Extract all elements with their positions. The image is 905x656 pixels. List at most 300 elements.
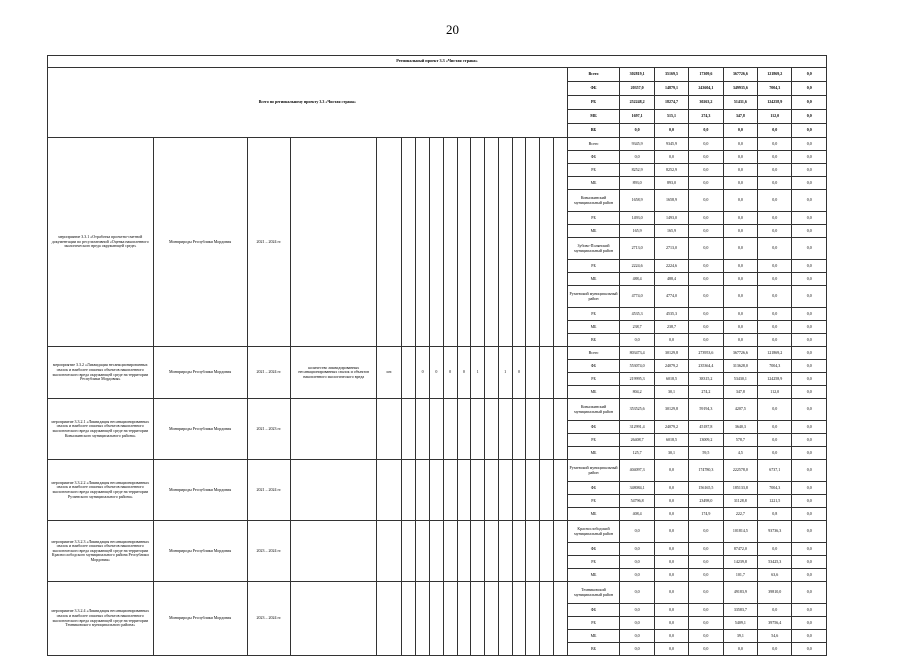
period: 2021 – 2024 гг. xyxy=(247,460,291,521)
amount-cell: 0,0 xyxy=(792,399,827,421)
funding-source: ФБ xyxy=(567,543,620,556)
funding-source: МБ xyxy=(567,273,620,286)
amount-cell: 0,0 xyxy=(792,569,827,582)
amount-cell: 0,0 xyxy=(792,238,827,260)
amount-cell: 54796,8 xyxy=(620,495,654,508)
amount-cell: 252248,2 xyxy=(620,96,654,110)
indicator xyxy=(291,138,377,347)
indicator-value: 0 xyxy=(512,347,526,399)
unit xyxy=(377,582,402,656)
amount-cell: 273953,6 xyxy=(689,347,723,360)
amount-cell: 0,0 xyxy=(689,260,723,273)
amount-cell: 804,2 xyxy=(620,386,654,399)
amount-cell: 0,0 xyxy=(689,630,723,643)
amount-cell: 0,0 xyxy=(792,190,827,212)
amount-cell: 0,0 xyxy=(792,68,827,82)
funding-source: ФБ xyxy=(567,604,620,617)
amount-cell: 93736,3 xyxy=(758,521,792,543)
amount-cell: 0,0 xyxy=(654,556,688,569)
amount-cell: 0,0 xyxy=(758,334,792,347)
amount-cell: 0,0 xyxy=(654,582,688,604)
indicator-value xyxy=(498,399,512,460)
funding-source: Ковылкинский муниципальный район xyxy=(567,190,620,212)
measure-name: мероприятие 3.3.2 «Ликвидация несанкционированных свалок и наиболее опасных объектов накопленного экологического вреда окружающей среде на территории Республики Мордовия» xyxy=(48,347,154,399)
amount-cell: 0,0 xyxy=(792,82,827,96)
amount-cell: 0,0 xyxy=(689,617,723,630)
indicator-value xyxy=(526,399,540,460)
indicator-base xyxy=(402,347,416,399)
indicator-value: 0 xyxy=(416,347,430,399)
indicator-value xyxy=(485,138,499,347)
amount-cell: 0,0 xyxy=(792,556,827,569)
funding-source: РБ xyxy=(567,617,620,630)
amount-cell: 0,0 xyxy=(792,582,827,604)
amount-cell: 0,0 xyxy=(758,151,792,164)
amount-cell: 0,0 xyxy=(689,308,723,321)
amount-cell: 0,0 xyxy=(620,151,654,164)
amount-cell: 0,0 xyxy=(792,460,827,482)
amount-cell: 4,5 xyxy=(723,447,757,460)
indicator-value xyxy=(498,582,512,656)
amount-cell: 31128,8 xyxy=(723,495,757,508)
amount-cell: 124258,9 xyxy=(758,96,792,110)
amount-cell: 0,0 xyxy=(792,421,827,434)
funding-source: МБ xyxy=(567,447,620,460)
measure-name: мероприятие 3.3.2.4 «Ликвидация несанкционированных свалок и наиболее опасных объектов накопленного экологического вреда окружающей среде на территории Темниковского муниципального района» xyxy=(48,582,154,656)
amount-cell: 0,0 xyxy=(792,286,827,308)
amount-cell: 347,8 xyxy=(723,386,757,399)
indicator-value xyxy=(498,460,512,521)
amount-cell: 121869,2 xyxy=(758,68,792,82)
funding-source: ВБ xyxy=(567,124,620,138)
amount-cell: 0,0 xyxy=(758,177,792,190)
amount-cell: 87472,0 xyxy=(723,543,757,556)
indicator-value xyxy=(512,460,526,521)
amount-cell: 0,0 xyxy=(792,543,827,556)
indicator-value xyxy=(429,460,443,521)
indicator-value xyxy=(485,582,499,656)
amount-cell: 53430,1 xyxy=(723,373,757,386)
amount-cell: 313628,0 xyxy=(723,360,757,373)
amount-cell: 238,7 xyxy=(654,321,688,334)
amount-cell: 0,0 xyxy=(689,334,723,347)
funding-source: ФБ xyxy=(567,151,620,164)
amount-cell: 0,0 xyxy=(620,582,654,604)
table-row xyxy=(48,399,827,421)
amount-cell: 6018,5 xyxy=(654,434,688,447)
funding-source: ФБ xyxy=(567,360,620,373)
amount-cell: 124258,9 xyxy=(758,373,792,386)
funding-source: ФБ xyxy=(567,82,620,96)
amount-cell: 0,0 xyxy=(792,151,827,164)
funding-source: РБ xyxy=(567,260,620,273)
amount-cell: 488,4 xyxy=(620,273,654,286)
indicator-value xyxy=(416,138,430,347)
indicator-value xyxy=(512,138,526,347)
amount-cell: 0,0 xyxy=(758,164,792,177)
amount-cell: 0,0 xyxy=(758,399,792,421)
amount-cell: 7004,3 xyxy=(758,360,792,373)
indicator-value xyxy=(429,399,443,460)
indicator-value: 0 xyxy=(443,347,457,399)
amount-cell: 0,0 xyxy=(654,495,688,508)
amount-cell: 0,0 xyxy=(723,321,757,334)
funding-source: Всего xyxy=(567,138,620,151)
amount-cell: 0,0 xyxy=(723,286,757,308)
funding-source: Краснослободский муниципальный район xyxy=(567,521,620,543)
funding-source: МБ xyxy=(567,630,620,643)
amount-cell: 125,7 xyxy=(620,447,654,460)
indicator-value xyxy=(429,521,443,582)
indicator-value xyxy=(416,582,430,656)
amount-cell: 0,0 xyxy=(758,434,792,447)
funding-source: ФБ xyxy=(567,421,620,434)
amount-cell: 38315,2 xyxy=(689,373,723,386)
indicator-value: 0 xyxy=(457,347,471,399)
table-row xyxy=(48,347,827,360)
amount-cell: 0,0 xyxy=(792,521,827,543)
unit: шт. xyxy=(377,347,402,399)
amount-cell: 0,0 xyxy=(723,164,757,177)
amount-cell: 0,0 xyxy=(792,225,827,238)
amount-cell: 243604,1 xyxy=(689,82,723,96)
amount-cell: 0,0 xyxy=(723,273,757,286)
amount-cell: 174780,3 xyxy=(689,460,723,482)
amount-cell: 1658,9 xyxy=(620,190,654,212)
amount-cell: 165,9 xyxy=(654,225,688,238)
table-row xyxy=(48,460,827,482)
amount-cell: 0,0 xyxy=(758,238,792,260)
amount-cell: 0,0 xyxy=(792,124,827,138)
amount-cell: 9345,9 xyxy=(654,138,688,151)
amount-cell: 59194,3 xyxy=(689,399,723,421)
amount-cell: 39,1 xyxy=(723,630,757,643)
amount-cell: 0,0 xyxy=(758,643,792,656)
amount-cell: 238,7 xyxy=(620,321,654,334)
amount-cell: 1658,9 xyxy=(654,190,688,212)
indicator xyxy=(291,582,377,656)
amount-cell: 0,0 xyxy=(758,260,792,273)
amount-cell: 408,4 xyxy=(620,508,654,521)
amount-cell: 1221,5 xyxy=(758,495,792,508)
funding-source: РБ xyxy=(567,164,620,177)
funding-source: МБ xyxy=(567,569,620,582)
amount-cell: 0,0 xyxy=(792,604,827,617)
period: 2021 – 2023 гг. xyxy=(247,399,291,460)
amount-cell: 0,0 xyxy=(620,630,654,643)
indicator-value xyxy=(485,347,499,399)
amount-cell: 488,4 xyxy=(654,273,688,286)
amount-cell: 121869,2 xyxy=(758,347,792,360)
amount-cell: 0,0 xyxy=(723,177,757,190)
amount-cell: 219995,3 xyxy=(620,373,654,386)
indicator-value xyxy=(416,521,430,582)
amount-cell: 4774,0 xyxy=(654,286,688,308)
indicator-value xyxy=(443,138,457,347)
amount-cell: 0,0 xyxy=(654,482,688,495)
amount-cell: 0,0 xyxy=(689,225,723,238)
indicator-value xyxy=(540,138,554,347)
amount-cell: 24079,2 xyxy=(654,421,688,434)
amount-cell: 578,7 xyxy=(723,434,757,447)
amount-cell: 0,0 xyxy=(723,124,757,138)
measure-name: мероприятие 3.3.2.2 «Ликвидация несанкционированных свалок и наиболее опасных объектов накопленного экологического вреда окружающей среде на территории Рузаевского муниципального района» xyxy=(48,460,154,521)
amount-cell: 0,0 xyxy=(723,212,757,225)
executor: Минприроды Республики Мордовия xyxy=(153,138,247,347)
amount-cell: 0,0 xyxy=(689,521,723,543)
amount-cell: 312991,4 xyxy=(620,421,654,434)
indicator-value xyxy=(553,521,567,582)
amount-cell: 1493,0 xyxy=(620,212,654,225)
period: 2021 – 2024 гг. xyxy=(247,347,291,399)
amount-cell: 0,0 xyxy=(620,643,654,656)
amount-cell: 0,0 xyxy=(654,543,688,556)
amount-cell: 0,0 xyxy=(654,151,688,164)
amount-cell: 0,0 xyxy=(689,543,723,556)
amount-cell: 6018,5 xyxy=(654,373,688,386)
amount-cell: 30129,8 xyxy=(654,347,688,360)
amount-cell: 49183,9 xyxy=(723,582,757,604)
amount-cell: 54,6 xyxy=(758,630,792,643)
amount-cell: 274,3 xyxy=(689,110,723,124)
indicator-value xyxy=(526,138,540,347)
amount-cell: 0,0 xyxy=(758,124,792,138)
total-label: Всего по региональному проекту 3.3 «Чистая страна» xyxy=(48,68,568,138)
unit xyxy=(377,138,402,347)
amount-cell: 222,7 xyxy=(723,508,757,521)
indicator-value xyxy=(457,460,471,521)
amount-cell: 0,0 xyxy=(792,308,827,321)
amount-cell: 112,0 xyxy=(758,110,792,124)
executor: Минприроды Республики Мордовия xyxy=(153,521,247,582)
amount-cell: 24079,2 xyxy=(654,360,688,373)
indicator-value xyxy=(526,521,540,582)
amount-cell: 112,0 xyxy=(758,386,792,399)
amount-cell: 156165,5 xyxy=(689,482,723,495)
indicator-value xyxy=(553,460,567,521)
amount-cell: 4774,0 xyxy=(620,286,654,308)
amount-cell: 367726,6 xyxy=(723,347,757,360)
budget-table xyxy=(47,55,827,656)
indicator-value xyxy=(443,521,457,582)
amount-cell: 0,0 xyxy=(792,630,827,643)
amount-cell: 1697,1 xyxy=(620,110,654,124)
amount-cell: 0,0 xyxy=(792,495,827,508)
indicator-value xyxy=(443,582,457,656)
amount-cell: 14879,1 xyxy=(654,82,688,96)
amount-cell: 30,1 xyxy=(654,386,688,399)
amount-cell: 0,0 xyxy=(723,643,757,656)
indicator-value xyxy=(540,460,554,521)
amount-cell: 0,0 xyxy=(723,151,757,164)
executor: Минприроды Республики Мордовия xyxy=(153,460,247,521)
indicator-value xyxy=(457,138,471,347)
indicator-value xyxy=(457,521,471,582)
amount-cell: 0,0 xyxy=(689,124,723,138)
funding-source: Зубово-Полянский муниципальный район xyxy=(567,238,620,260)
amount-cell: 185133,8 xyxy=(723,482,757,495)
amount-cell: 0,0 xyxy=(792,260,827,273)
amount-cell: 349935,6 xyxy=(723,82,757,96)
executor: Минприроды Республики Мордовия xyxy=(153,582,247,656)
indicator-base xyxy=(402,138,416,347)
amount-cell: 803473,4 xyxy=(620,347,654,360)
unit xyxy=(377,521,402,582)
amount-cell: 18274,7 xyxy=(654,96,688,110)
amount-cell: 1493,0 xyxy=(654,212,688,225)
indicator-base xyxy=(402,399,416,460)
funding-source: Всего xyxy=(567,347,620,360)
amount-cell: 0,0 xyxy=(792,508,827,521)
indicator-value xyxy=(416,460,430,521)
indicator-value xyxy=(429,138,443,347)
funding-source: ФБ xyxy=(567,482,620,495)
amount-cell: 893,0 xyxy=(620,177,654,190)
funding-source: МБ xyxy=(567,321,620,334)
amount-cell: 0,0 xyxy=(758,308,792,321)
unit xyxy=(377,460,402,521)
amount-cell: 30,1 xyxy=(654,447,688,460)
indicator-base xyxy=(402,460,416,521)
period: 2023 – 2024 гг. xyxy=(247,521,291,582)
amount-cell: 0,0 xyxy=(689,569,723,582)
indicator-value: 1 xyxy=(471,347,485,399)
amount-cell: 0,0 xyxy=(792,110,827,124)
amount-cell: 53425,3 xyxy=(758,556,792,569)
indicator-value xyxy=(416,399,430,460)
period: 2021 – 2024 гг. xyxy=(247,138,291,347)
table-row xyxy=(48,521,827,543)
amount-cell: 14239,8 xyxy=(723,556,757,569)
amount-cell: 0,0 xyxy=(654,460,688,482)
funding-source: ВБ xyxy=(567,643,620,656)
indicator xyxy=(291,399,377,460)
amount-cell: 165,9 xyxy=(620,225,654,238)
amount-cell: 17309,6 xyxy=(689,68,723,82)
section-title-row xyxy=(48,56,827,68)
amount-cell: 0,0 xyxy=(689,273,723,286)
measure-name: мероприятие 3.3.2.1 «Ликвидация несанкционированных свалок и наиболее опасных объектов накопленного экологического вреда окружающей среде на территории Ковылкинского муниципального района» xyxy=(48,399,154,460)
amount-cell: 0,0 xyxy=(689,151,723,164)
amount-cell: 0,0 xyxy=(620,334,654,347)
executor: Минприроды Республики Мордовия xyxy=(153,399,247,460)
amount-cell: 222578,0 xyxy=(723,460,757,482)
amount-cell: 0,0 xyxy=(792,138,827,151)
indicator-value xyxy=(553,347,567,399)
measure-name: мероприятие 3.3.1 «Отработка проектно-сметной документации по ресультативной «Оценка накопленного экологического вреда окружающей среде» xyxy=(48,138,154,347)
funding-source: РБ xyxy=(567,495,620,508)
amount-cell: 0,0 xyxy=(723,225,757,238)
amount-cell: 59,5 xyxy=(689,447,723,460)
table-row xyxy=(48,138,827,151)
amount-cell: 0,0 xyxy=(792,617,827,630)
amount-cell: 0,0 xyxy=(654,604,688,617)
indicator-value xyxy=(443,460,457,521)
indicator xyxy=(291,521,377,582)
indicator xyxy=(291,460,377,521)
amount-cell: 0,0 xyxy=(689,164,723,177)
amount-cell: 39810,0 xyxy=(758,582,792,604)
funding-source: МБ xyxy=(567,225,620,238)
amount-cell: 0,0 xyxy=(792,643,827,656)
amount-cell: 0,0 xyxy=(654,630,688,643)
amount-cell: 0,0 xyxy=(723,138,757,151)
amount-cell: 101,7 xyxy=(723,569,757,582)
indicator-value xyxy=(471,399,485,460)
amount-cell: 0,0 xyxy=(689,190,723,212)
indicator-value xyxy=(429,582,443,656)
period: 2023 – 2024 гг. xyxy=(247,582,291,656)
indicator-value xyxy=(485,521,499,582)
indicator-base xyxy=(402,582,416,656)
amount-cell: 8252,9 xyxy=(620,164,654,177)
indicator-value xyxy=(553,399,567,460)
indicator-value xyxy=(443,399,457,460)
funding-source: ВБ xyxy=(567,334,620,347)
amount-cell: 3640,3 xyxy=(723,421,757,434)
funding-source: МБ xyxy=(567,386,620,399)
amount-cell: 33583,7 xyxy=(723,604,757,617)
amount-cell: 0,0 xyxy=(723,190,757,212)
funding-source: МБ xyxy=(567,508,620,521)
funding-source: РБ xyxy=(567,212,620,225)
amount-cell: 0,0 xyxy=(792,447,827,460)
amount-cell: 30129,8 xyxy=(654,399,688,421)
indicator-value xyxy=(457,582,471,656)
amount-cell: 45187,8 xyxy=(689,421,723,434)
amount-cell: 0,0 xyxy=(723,260,757,273)
amount-cell: 0,0 xyxy=(758,225,792,238)
amount-cell: 4207,5 xyxy=(723,399,757,421)
funding-source: РБ xyxy=(567,373,620,386)
indicator-value xyxy=(457,399,471,460)
funding-source: Всего xyxy=(567,68,620,82)
amount-cell: 0,0 xyxy=(654,508,688,521)
amount-cell: 4535,3 xyxy=(654,308,688,321)
amount-cell: 39756,4 xyxy=(758,617,792,630)
amount-cell: 404097,3 xyxy=(620,460,654,482)
amount-cell: 0,0 xyxy=(620,543,654,556)
amount-cell: 0,0 xyxy=(758,604,792,617)
amount-cell: 515,1 xyxy=(654,110,688,124)
amount-cell: 302819,1 xyxy=(620,68,654,82)
amount-cell: 23498,0 xyxy=(689,495,723,508)
amount-cell: 2224,6 xyxy=(620,260,654,273)
funding-source: МБ xyxy=(567,110,620,124)
amount-cell: 174,9 xyxy=(689,508,723,521)
amount-cell: 63,6 xyxy=(758,569,792,582)
section-title: Региональный проект 3.3 «Чистая страна» xyxy=(48,56,827,68)
indicator-value xyxy=(540,347,554,399)
amount-cell: 6737,1 xyxy=(758,460,792,482)
amount-cell: 0,0 xyxy=(792,273,827,286)
amount-cell: 0,0 xyxy=(689,212,723,225)
table-row xyxy=(48,582,827,604)
indicator-value: 0 xyxy=(429,347,443,399)
amount-cell: 7004,3 xyxy=(758,82,792,96)
executor: Минприроды Республики Мордовия xyxy=(153,347,247,399)
indicator-value xyxy=(512,582,526,656)
funding-source: МБ xyxy=(567,177,620,190)
amount-cell: 0,0 xyxy=(758,190,792,212)
amount-cell: 353525,6 xyxy=(620,399,654,421)
amount-cell: 0,0 xyxy=(792,347,827,360)
indicator-value xyxy=(471,138,485,347)
amount-cell: 0,0 xyxy=(654,569,688,582)
amount-cell: 5409,1 xyxy=(723,617,757,630)
amount-cell: 101814,5 xyxy=(723,521,757,543)
amount-cell: 893,0 xyxy=(654,177,688,190)
